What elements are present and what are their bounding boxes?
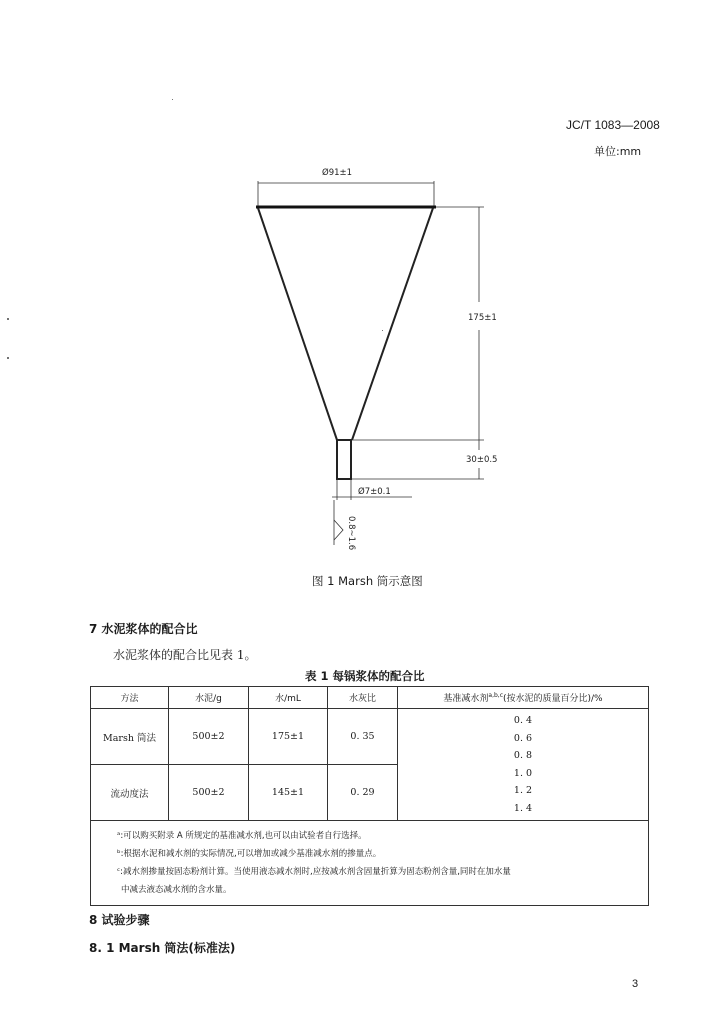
dosage-value: 0. 4 — [513, 715, 533, 726]
dim-cone-height: 175±1 — [468, 313, 497, 323]
note-c-continued: 中减去液态减水剂的含水量。 — [121, 885, 232, 895]
row-cement: 500±2 — [169, 765, 249, 821]
dim-tube-diameter: Ø7±0.1 — [358, 487, 391, 497]
header-cement: 水泥/g — [169, 687, 249, 709]
header-wc-ratio: 水灰比 — [328, 687, 398, 709]
scan-speck — [7, 318, 9, 320]
scan-speck — [382, 330, 383, 331]
scan-speck — [7, 357, 9, 359]
row-method: Marsh 筒法 — [91, 709, 169, 765]
header-admixture: 基准减水剂$^{a,b,c}$(按水泥的质量百分比)/% — [398, 687, 649, 709]
dosage-value: 1. 4 — [513, 802, 533, 814]
scan-speck — [172, 99, 173, 100]
section-8-1-heading: 8. 1 Marsh 筒法(标准法) — [89, 941, 236, 955]
table-caption: 表 1 每锅浆体的配合比 — [305, 669, 425, 683]
table-row — [91, 709, 649, 765]
table-header-row — [91, 687, 649, 709]
header-method: 方法 — [91, 687, 169, 709]
dosage-value: 0. 8 — [513, 750, 533, 761]
standard-number: JC/T 1083—2008 — [566, 118, 660, 132]
table-notes-row — [91, 821, 649, 906]
row-cement: 500±2 — [169, 709, 249, 765]
row-water: 175±1 — [249, 709, 328, 765]
dosage-value: 1. 0 — [513, 767, 533, 779]
note-b: ᵇ:根据水泥和减水剂的实际情况,可以增加或减少基准减水剂的掺量点。 — [117, 849, 382, 859]
header-water: 水/mL — [249, 687, 328, 709]
mix-ratio-table — [90, 686, 649, 906]
section-8-heading: 8 试验步骤 — [89, 913, 150, 927]
table-notes — [91, 821, 649, 906]
figure-caption: 图 1 Marsh 筒示意图 — [312, 574, 423, 588]
page-number: 3 — [632, 978, 639, 990]
note-c: ᶜ:减水剂掺量按固态粉剂计算。当使用液态减水剂时,应按减水剂含固量折算为固态粉剂含量,同时在加水量 — [117, 867, 511, 877]
section-7-paragraph: 水泥浆体的配合比见表 1。 — [113, 648, 257, 662]
section-7-heading: 7 水泥浆体的配合比 — [89, 622, 198, 636]
dim-tube-height: 30±0.5 — [466, 455, 498, 465]
dim-wall-thickness: 0.8~1.6 — [346, 516, 356, 551]
row-wc-ratio: 0. 29 — [328, 765, 398, 821]
row-method: 流动度法 — [91, 765, 169, 821]
dosage-cell — [398, 709, 649, 821]
dim-top-diameter: Ø91±1 — [322, 168, 353, 178]
row-water: 145±1 — [249, 765, 328, 821]
row-wc-ratio: 0. 35 — [328, 709, 398, 765]
dosage-value: 0. 6 — [513, 732, 533, 744]
unit-label: 单位:mm — [594, 145, 642, 158]
dosage-value: 1. 2 — [513, 785, 533, 796]
note-a: ᵃ:可以购买附录 A 所规定的基准减水剂,也可以由试验者自行选择。 — [117, 831, 367, 841]
